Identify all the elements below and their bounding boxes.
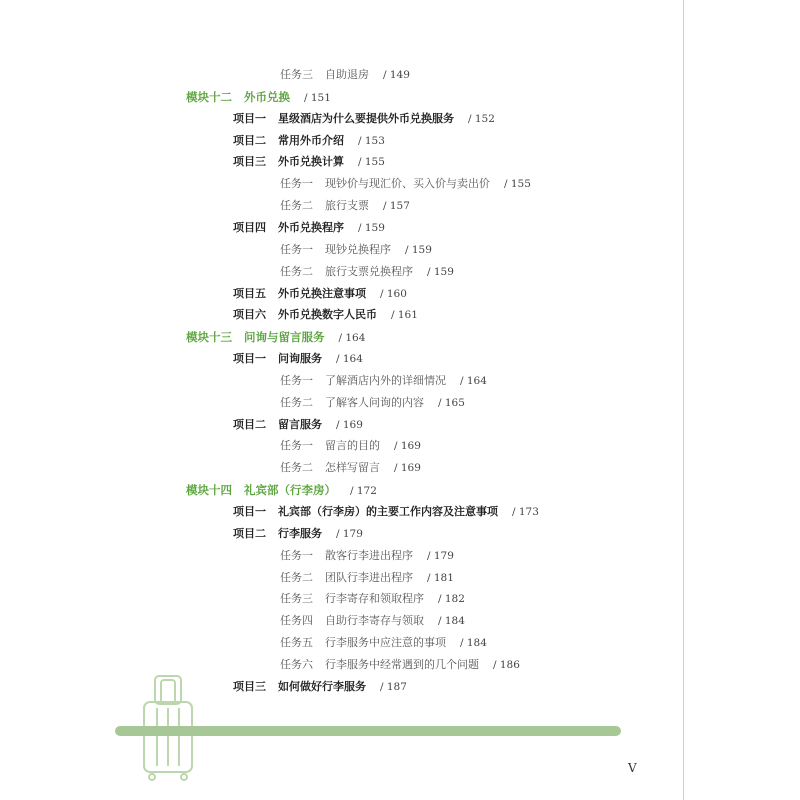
page-edge-line [683, 0, 684, 800]
toc-entry-page: / 172 [350, 485, 377, 497]
toc-project-entry [233, 527, 363, 541]
toc-entry-page: / 181 [427, 572, 454, 584]
toc-entry-title: 了解酒店内外的详细情况 [325, 374, 446, 387]
toc-entry-page: / 165 [438, 397, 465, 409]
toc-entry-label: 任务一 [280, 439, 313, 452]
toc-entry-label: 项目六 [233, 308, 266, 321]
toc-entry-title: 行李寄存和领取程序 [325, 592, 424, 605]
toc-entry-label: 任务四 [280, 614, 313, 627]
toc-entry-title: 外币兑换计算 [278, 155, 344, 168]
toc-project-entry [233, 155, 385, 169]
toc-entry-page: / 152 [468, 113, 495, 125]
toc-entry-page: / 161 [391, 309, 418, 321]
toc-entry-label: 任务一 [280, 243, 313, 256]
toc-project-entry [233, 287, 407, 301]
toc-entry-title: 现钞兑换程序 [325, 243, 391, 256]
toc-entry-page: / 169 [336, 419, 363, 431]
toc-entry-page: / 184 [438, 615, 465, 627]
toc-task-entry [280, 549, 454, 563]
toc-task-entry [280, 571, 454, 585]
toc-entry-page: / 149 [383, 69, 410, 81]
toc-entry-title: 星级酒店为什么要提供外币兑换服务 [278, 112, 454, 125]
toc-entry-title: 外币兑换注意事项 [278, 287, 366, 300]
toc-entry-label: 模块十二 [186, 90, 232, 104]
toc-entry-page: / 155 [358, 156, 385, 168]
toc-entry-page: / 155 [504, 178, 531, 190]
toc-task-entry [280, 461, 421, 475]
toc-task-entry [280, 592, 465, 606]
toc-entry-label: 任务二 [280, 461, 313, 474]
toc-entry-page: / 164 [336, 353, 363, 365]
toc-entry-label: 任务二 [280, 265, 313, 278]
toc-entry-title: 留言服务 [278, 418, 322, 431]
toc-entry-title: 旅行支票兑换程序 [325, 265, 413, 278]
toc-entry-label: 模块十四 [186, 483, 232, 497]
toc-entry-page: / 179 [336, 528, 363, 540]
toc-entry-label: 项目三 [233, 680, 266, 693]
toc-entry-label: 项目三 [233, 155, 266, 168]
decorative-green-bar [115, 726, 621, 736]
toc-entry-label: 任务二 [280, 199, 313, 212]
toc-entry-title: 外币兑换 [244, 90, 290, 104]
toc-project-entry [233, 308, 418, 322]
toc-entry-label: 项目四 [233, 221, 266, 234]
toc-entry-label: 项目五 [233, 287, 266, 300]
toc-task-entry [280, 68, 410, 82]
toc-entry-label: 任务二 [280, 396, 313, 409]
toc-entry-label: 模块十三 [186, 330, 232, 344]
toc-entry-title: 如何做好行李服务 [278, 680, 366, 693]
toc-entry-title: 问询服务 [278, 352, 322, 365]
toc-module-entry [186, 330, 365, 344]
toc-entry-title: 散客行李进出程序 [325, 549, 413, 562]
toc-entry-label: 任务六 [280, 658, 313, 671]
page-number: V [628, 761, 637, 775]
toc-entry-page: / 169 [394, 462, 421, 474]
toc-project-entry [233, 221, 385, 235]
toc-entry-label: 任务三 [280, 68, 313, 81]
toc-project-entry [233, 505, 539, 519]
toc-entry-page: / 160 [380, 288, 407, 300]
toc-entry-page: / 173 [512, 506, 539, 518]
toc-task-entry [280, 439, 421, 453]
toc-entry-title: 行李服务 [278, 527, 322, 540]
toc-task-entry [280, 658, 520, 672]
toc-entry-title: 外币兑换数字人民币 [278, 308, 377, 321]
toc-entry-page: / 179 [427, 550, 454, 562]
toc-entry-label: 任务五 [280, 636, 313, 649]
toc-entry-page: / 151 [304, 92, 331, 104]
toc-entry-page: / 184 [460, 637, 487, 649]
toc-project-entry [233, 418, 363, 432]
toc-entry-page: / 153 [358, 135, 385, 147]
toc-entry-label: 项目二 [233, 418, 266, 431]
toc-entry-title: 礼宾部（行李房）的主要工作内容及注意事项 [278, 505, 498, 518]
toc-task-entry [280, 199, 410, 213]
toc-project-entry [233, 112, 495, 126]
toc-entry-label: 任务二 [280, 571, 313, 584]
toc-entry-title: 留言的目的 [325, 439, 380, 452]
toc-task-entry [280, 636, 487, 650]
toc-entry-title: 行李服务中应注意的事项 [325, 636, 446, 649]
toc-module-entry [186, 90, 331, 104]
toc-entry-title: 自助行李寄存与领取 [325, 614, 424, 627]
toc-entry-title: 自助退房 [325, 68, 369, 81]
toc-project-entry [233, 352, 363, 366]
toc-task-entry [280, 614, 465, 628]
toc-entry-title: 团队行李进出程序 [325, 571, 413, 584]
toc-project-entry [233, 680, 407, 694]
toc-entry-page: / 187 [380, 681, 407, 693]
toc-entry-title: 行李服务中经常遇到的几个问题 [325, 658, 479, 671]
toc-entry-page: / 157 [383, 200, 410, 212]
toc-entry-page: / 164 [338, 332, 366, 344]
toc-entry-label: 项目一 [233, 505, 266, 518]
toc-entry-page: / 164 [460, 375, 487, 387]
toc-entry-label: 任务一 [280, 549, 313, 562]
toc-entry-page: / 159 [358, 222, 385, 234]
toc-entry-page: / 169 [394, 440, 421, 452]
toc-entry-label: 项目一 [233, 352, 266, 365]
toc-entry-title: 了解客人问询的内容 [325, 396, 424, 409]
toc-entry-label: 任务三 [280, 592, 313, 605]
toc-module-entry [186, 483, 377, 497]
toc-entry-label: 任务一 [280, 177, 313, 190]
toc-entry-title: 怎样写留言 [325, 461, 380, 474]
toc-task-entry [280, 177, 531, 191]
toc-entry-title: 问询与留言服务 [244, 330, 325, 344]
toc-entry-title: 常用外币介绍 [278, 134, 344, 147]
toc-entry-label: 任务一 [280, 374, 313, 387]
toc-project-entry [233, 134, 385, 148]
toc-entry-page: / 186 [493, 659, 520, 671]
toc-task-entry [280, 374, 487, 388]
toc-entry-page: / 182 [438, 593, 465, 605]
toc-entry-page: / 159 [427, 266, 454, 278]
toc-task-entry [280, 396, 465, 410]
toc-entry-label: 项目二 [233, 134, 266, 147]
toc-task-entry [280, 243, 432, 257]
toc-entry-title: 现钞价与现汇价、买入价与卖出价 [325, 177, 490, 190]
toc-entry-page: / 159 [405, 244, 432, 256]
toc-entry-title: 礼宾部（行李房） [244, 483, 336, 497]
toc-entry-title: 旅行支票 [325, 199, 369, 212]
toc-entry-title: 外币兑换程序 [278, 221, 344, 234]
toc-entry-label: 项目二 [233, 527, 266, 540]
toc-task-entry [280, 265, 454, 279]
toc-entry-label: 项目一 [233, 112, 266, 125]
